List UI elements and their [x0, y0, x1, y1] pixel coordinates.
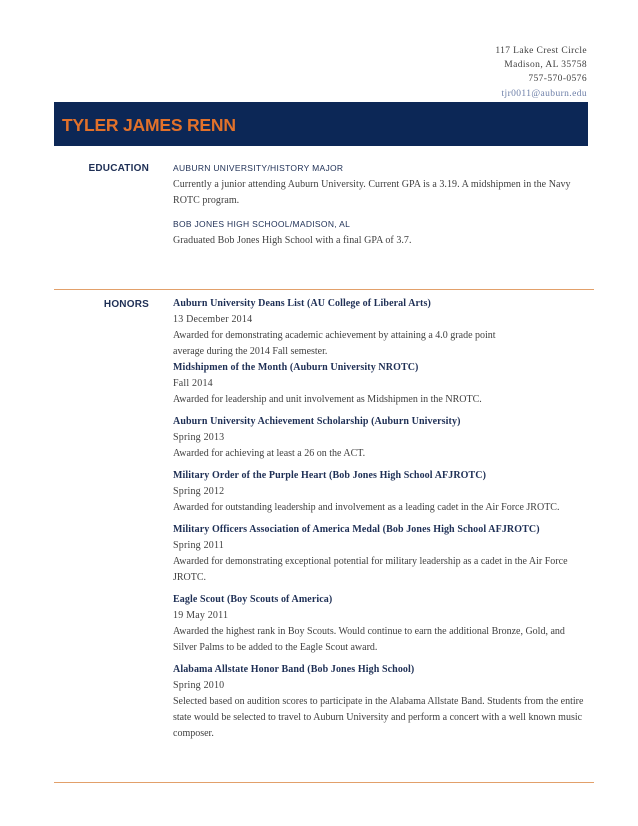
- honor-date: Spring 2010: [173, 680, 225, 691]
- honor-title: Midshipmen of the Month (Auburn University NROTC): [173, 362, 419, 373]
- honor-item: [173, 468, 591, 516]
- honor-title: Alabama Allstate Honor Band (Bob Jones High School): [173, 664, 415, 675]
- education-label: EDUCATION: [88, 163, 149, 174]
- honor-date: Spring 2011: [173, 540, 224, 551]
- honor-item: [173, 662, 591, 742]
- contact-city: Madison, AL 35758: [504, 60, 587, 71]
- resume-name: TYLER JAMES RENN: [62, 115, 236, 135]
- honor-title: Auburn University Deans List (AU College of Liberal Arts): [173, 298, 431, 309]
- honor-date: Spring 2012: [173, 486, 225, 497]
- honors-label: HONORS: [103, 299, 149, 310]
- honor-title: Military Order of the Purple Heart (Bob Jones High School AFJROTC): [173, 470, 487, 481]
- honor-title: Military Officers Association of America Medal (Bob Jones High School AFJROTC): [173, 524, 540, 535]
- honor-description: Awarded for demonstrating exceptional potential for military leadership as a cadet in the Air Force JROTC.: [173, 556, 568, 583]
- honor-item: [173, 296, 591, 360]
- honor-description: Awarded the highest rank in Boy Scouts. Would continue to earn the additional Bronze, Gold, and Silver Palms to be added to the Eagle Scout award.: [173, 626, 565, 653]
- honor-item: [173, 414, 591, 462]
- education-heading: AUBURN UNIVERSITY/HISTORY MAJOR: [173, 163, 344, 173]
- section-divider: [54, 782, 594, 783]
- education-section: [173, 163, 591, 249]
- honor-description: Awarded for demonstrating academic achievement by attaining a 4.0 grade point average during the 2014 Fall semester.: [173, 330, 496, 357]
- honor-description: Awarded for achieving at least a 26 on the ACT.: [173, 448, 366, 459]
- contact-street: 117 Lake Crest Circle: [495, 46, 587, 56]
- honor-date: Spring 2013: [173, 432, 225, 443]
- education-entry: [173, 163, 591, 209]
- honor-description: Awarded for leadership and unit involvement as Midshipmen in the NROTC.: [173, 394, 482, 405]
- education-entry: [173, 219, 591, 249]
- honor-date: 13 December 2014: [173, 314, 253, 325]
- honor-item: [173, 592, 591, 656]
- section-divider: [54, 289, 594, 290]
- name-banner: [54, 102, 588, 146]
- honor-description: Selected based on audition scores to participate in the Alabama Allstate Band. Students from the entire state would be selected to travel to Auburn University and perform a concert with a well known music composer.: [173, 696, 584, 739]
- contact-phone: 757-570-0576: [528, 74, 587, 85]
- honor-title: Auburn University Achievement Scholarship (Auburn University): [173, 416, 461, 427]
- contact-block: [495, 44, 587, 101]
- education-text: Currently a junior attending Auburn University. Current GPA is a 3.19. A midshipmen in the Navy ROTC program.: [173, 179, 571, 206]
- honor-item: [173, 360, 591, 408]
- honor-item: [173, 522, 591, 586]
- honor-date: 19 May 2011: [173, 610, 229, 621]
- education-text: Graduated Bob Jones High School with a final GPA of 3.7.: [173, 235, 412, 246]
- honor-title: Eagle Scout (Boy Scouts of America): [173, 594, 333, 605]
- education-heading: BOB JONES HIGH SCHOOL/MADISON, AL: [173, 219, 351, 229]
- honor-date: Fall 2014: [173, 378, 213, 389]
- contact-email[interactable]: tjr0011@auburn.edu: [501, 88, 587, 99]
- honors-section: [173, 296, 591, 748]
- honor-description: Awarded for outstanding leadership and involvement as a leading cadet in the Air Force JROTC.: [173, 502, 560, 513]
